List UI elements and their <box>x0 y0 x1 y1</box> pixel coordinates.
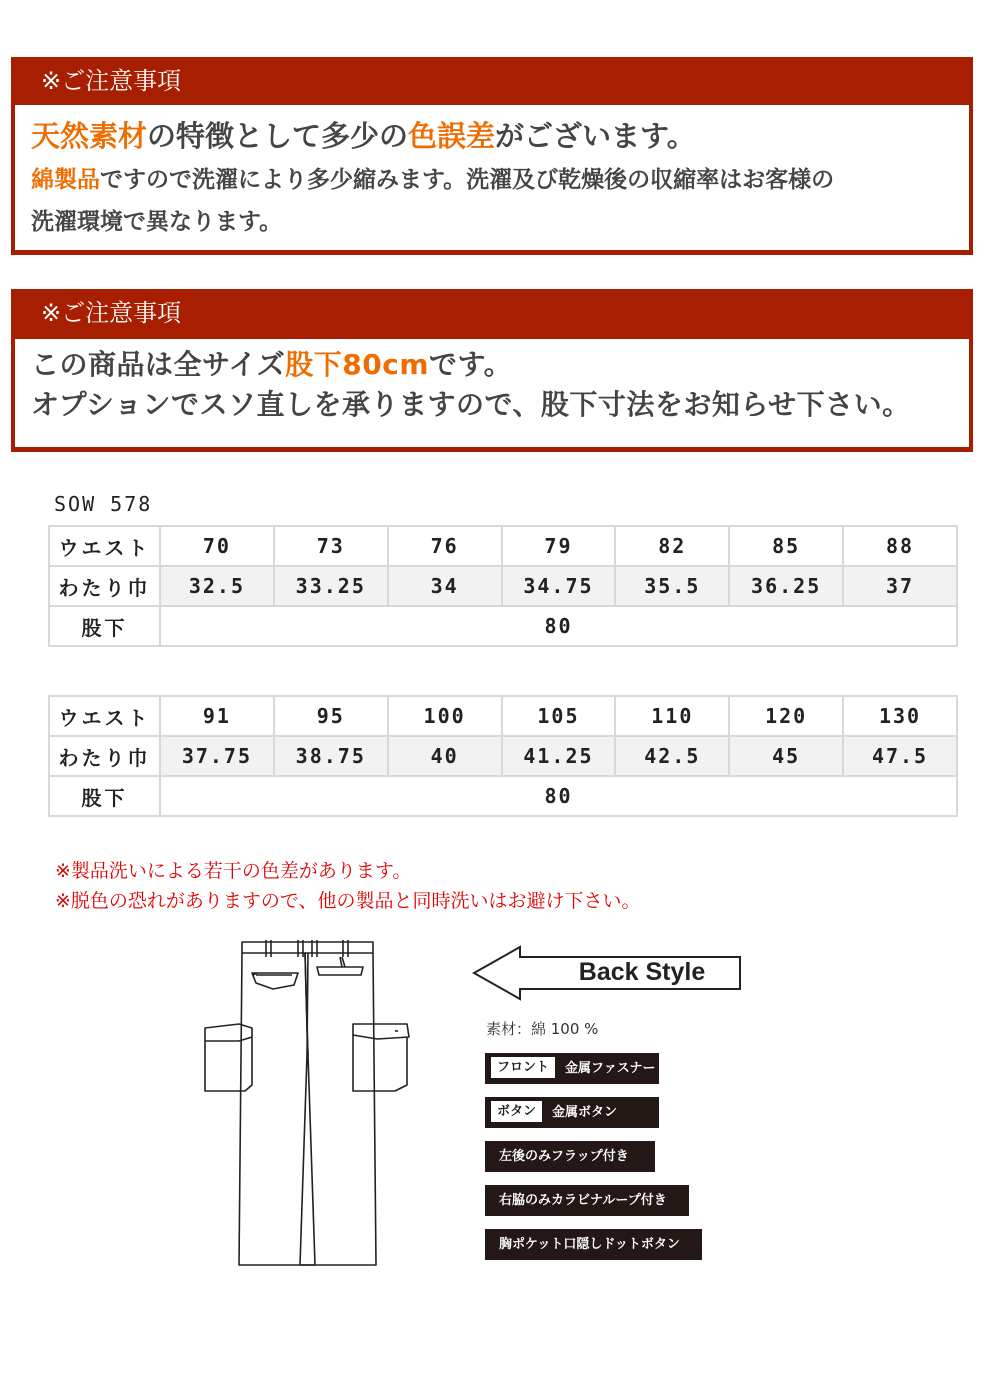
waist-cell: 73 <box>274 526 388 566</box>
thigh-cell: 32.5 <box>160 566 274 606</box>
waist-cell: 88 <box>843 526 957 566</box>
spec-value: 金属ボタン <box>552 1105 618 1120</box>
notice-text: がございます。 <box>495 119 696 153</box>
notice-line <box>31 159 953 201</box>
spec-flap: 左後のみフラップ付き <box>485 1141 655 1172</box>
wash-note: ※製品洗いによる若干の色差があります。 <box>55 860 412 882</box>
waist-row <box>49 526 957 566</box>
material-info: 素材：綿 100 % <box>486 1020 599 1038</box>
waist-cell: 70 <box>160 526 274 566</box>
size-table-2 <box>48 695 958 817</box>
inseam-row <box>49 776 957 816</box>
waist-cell: 79 <box>502 526 616 566</box>
thigh-cell: 35.5 <box>615 566 729 606</box>
thigh-cell: 34 <box>388 566 502 606</box>
spec-front <box>485 1053 659 1084</box>
waist-cell: 105 <box>502 696 616 736</box>
model-number: SOW 578 <box>54 492 153 516</box>
thigh-cell: 34.75 <box>502 566 616 606</box>
back-style-label: Back Style <box>578 958 706 986</box>
waist-cell: 82 <box>615 526 729 566</box>
waist-cell: 95 <box>274 696 388 736</box>
highlight-text: 色誤差 <box>408 119 496 153</box>
waist-cell: 130 <box>843 696 957 736</box>
notice-text: この商品は全サイズ <box>31 348 286 381</box>
bleach-note: ※脱色の恐れがありますので、他の製品と同時洗いはお避け下さい。 <box>55 890 641 912</box>
notice-text: ですので洗濯により多少縮みます。洗濯及び乾燥後の収縮率はお客様の <box>100 167 835 193</box>
size-table-1 <box>48 525 958 647</box>
inseam-label: 股下 <box>49 606 160 646</box>
notice-text: です。 <box>429 348 513 381</box>
thigh-label: わたり巾 <box>49 736 160 776</box>
thigh-cell: 40 <box>388 736 502 776</box>
thigh-cell: 47.5 <box>843 736 957 776</box>
thigh-row <box>49 566 957 606</box>
waist-label: ウエスト <box>49 526 160 566</box>
inseam-cell: 80 <box>160 776 957 816</box>
thigh-cell: 37.75 <box>160 736 274 776</box>
waist-cell: 85 <box>729 526 843 566</box>
thigh-cell: 33.25 <box>274 566 388 606</box>
waist-cell: 91 <box>160 696 274 736</box>
highlight-text: 股下80cm <box>285 348 430 381</box>
notice-line <box>31 113 953 159</box>
waist-cell: 100 <box>388 696 502 736</box>
thigh-cell: 38.75 <box>274 736 388 776</box>
spec-tag: ボタン <box>491 1101 542 1122</box>
notice-line <box>31 345 953 385</box>
pants-back-illustration <box>195 935 435 1270</box>
waist-label: ウエスト <box>49 696 160 736</box>
thigh-label: わたり巾 <box>49 566 160 606</box>
notice-header: ※ご注意事項 <box>41 299 182 327</box>
notice-body <box>15 339 969 447</box>
thigh-cell: 37 <box>843 566 957 606</box>
notice-box-color <box>11 57 973 255</box>
notice-box-inseam <box>11 289 973 452</box>
notice-line: オプションでスソ直しを承りますので、股下寸法をお知らせ下さい。 <box>31 388 911 421</box>
inseam-row <box>49 606 957 646</box>
waist-cell: 76 <box>388 526 502 566</box>
spec-button <box>485 1097 659 1128</box>
inseam-label: 股下 <box>49 776 160 816</box>
inseam-cell: 80 <box>160 606 957 646</box>
spec-tag: フロント <box>491 1057 555 1078</box>
notice-body <box>15 105 969 250</box>
highlight-text: 天然素材 <box>31 119 148 153</box>
notice-text: の特徴として多少の <box>147 119 409 153</box>
spec-value: 金属ファスナー <box>565 1061 656 1076</box>
spec-loop: 右脇のみカラビナループ付き <box>485 1185 689 1216</box>
spec-chest: 胸ポケット口隠しドットボタン <box>485 1229 702 1260</box>
notice-header: ※ご注意事項 <box>41 67 182 95</box>
highlight-text: 綿製品 <box>31 167 100 193</box>
thigh-cell: 36.25 <box>729 566 843 606</box>
waist-cell: 120 <box>729 696 843 736</box>
waist-cell: 110 <box>615 696 729 736</box>
thigh-cell: 41.25 <box>502 736 616 776</box>
thigh-cell: 45 <box>729 736 843 776</box>
thigh-cell: 42.5 <box>615 736 729 776</box>
thigh-row <box>49 736 957 776</box>
waist-row <box>49 696 957 736</box>
notice-line: 洗濯環境で異なります。 <box>31 209 283 235</box>
